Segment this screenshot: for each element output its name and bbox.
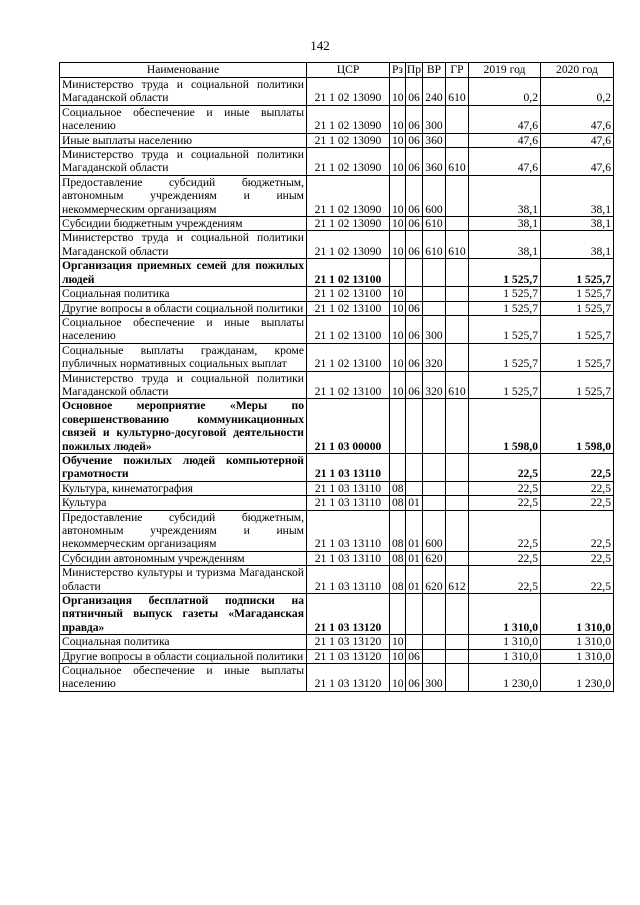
cell-rz: 10: [390, 148, 406, 176]
cell-rz: 10: [390, 175, 406, 216]
cell-vr: 600: [423, 510, 446, 551]
cell-vr: [423, 594, 446, 635]
cell-csr: 21 1 02 13090: [307, 105, 390, 133]
cell-vr: [423, 635, 446, 649]
cell-csr: 21 1 02 13090: [307, 133, 390, 147]
cell-vr: [423, 301, 446, 315]
cell-csr: 21 1 02 13090: [307, 231, 390, 259]
cell-gr: 612: [446, 566, 469, 594]
cell-2020: 1 525,7: [541, 343, 614, 371]
cell-vr: 240: [423, 78, 446, 106]
cell-rz: 10: [390, 649, 406, 663]
cell-csr: 21 1 03 13110: [307, 453, 390, 481]
cell-name: Министерство труда и социальной политики Магаданской области: [60, 371, 307, 399]
cell-rz: 08: [390, 496, 406, 510]
cell-2019: 38,1: [469, 231, 541, 259]
cell-2020: 47,6: [541, 148, 614, 176]
cell-pr: [406, 635, 423, 649]
cell-rz: [390, 259, 406, 287]
cell-name: Социальное обеспечение и иные выплаты населению: [60, 315, 307, 343]
cell-2020: 1 230,0: [541, 664, 614, 692]
table-row: [60, 175, 614, 216]
cell-name: Культура: [60, 496, 307, 510]
table-row: [60, 510, 614, 551]
table-row: [60, 148, 614, 176]
table-row: [60, 301, 614, 315]
table-row: [60, 664, 614, 692]
cell-vr: 620: [423, 566, 446, 594]
cell-rz: 08: [390, 510, 406, 551]
cell-name: Предоставление субсидий бюджетным, автономным учреждениям и иным некоммерческим организациям: [60, 175, 307, 216]
cell-2019: 1 310,0: [469, 635, 541, 649]
cell-rz: 10: [390, 371, 406, 399]
cell-2019: 47,6: [469, 148, 541, 176]
cell-vr: 600: [423, 175, 446, 216]
cell-name: Организация приемных семей для пожилых людей: [60, 259, 307, 287]
cell-vr: [423, 399, 446, 454]
cell-2020: 38,1: [541, 175, 614, 216]
cell-gr: [446, 399, 469, 454]
cell-2020: 1 525,7: [541, 315, 614, 343]
cell-csr: 21 1 03 13120: [307, 635, 390, 649]
table-row: [60, 287, 614, 301]
cell-csr: 21 1 02 13100: [307, 315, 390, 343]
cell-name: Организация бесплатной подписки на пятничный выпуск газеты «Магаданская правда»: [60, 594, 307, 635]
cell-pr: [406, 481, 423, 495]
cell-2020: 38,1: [541, 231, 614, 259]
header-gr: ГР: [446, 63, 469, 78]
cell-vr: 360: [423, 148, 446, 176]
cell-vr: [423, 259, 446, 287]
cell-name: Культура, кинематография: [60, 481, 307, 495]
table-row: [60, 551, 614, 565]
cell-rz: 10: [390, 343, 406, 371]
cell-csr: 21 1 03 13120: [307, 594, 390, 635]
cell-name: Социальная политика: [60, 287, 307, 301]
cell-vr: [423, 496, 446, 510]
cell-2019: 47,6: [469, 105, 541, 133]
cell-name: Министерство труда и социальной политики Магаданской области: [60, 148, 307, 176]
cell-csr: 21 1 03 13110: [307, 551, 390, 565]
cell-pr: 06: [406, 649, 423, 663]
table-row: [60, 259, 614, 287]
cell-name: Социальная политика: [60, 635, 307, 649]
table-row: [60, 105, 614, 133]
cell-pr: 06: [406, 664, 423, 692]
cell-2020: 1 310,0: [541, 649, 614, 663]
cell-vr: [423, 649, 446, 663]
cell-rz: 10: [390, 315, 406, 343]
cell-2019: 1 230,0: [469, 664, 541, 692]
cell-2019: 1 598,0: [469, 399, 541, 454]
cell-vr: [423, 453, 446, 481]
cell-csr: 21 1 02 13100: [307, 287, 390, 301]
table-row: [60, 231, 614, 259]
cell-pr: 06: [406, 133, 423, 147]
cell-csr: 21 1 02 13100: [307, 343, 390, 371]
cell-pr: 01: [406, 551, 423, 565]
cell-rz: 10: [390, 664, 406, 692]
cell-2019: 47,6: [469, 133, 541, 147]
cell-2020: 22,5: [541, 496, 614, 510]
header-pr: Пр: [406, 63, 422, 77]
table-row: [60, 315, 614, 343]
table-row: [60, 594, 614, 635]
cell-name: Субсидии автономным учреждениям: [60, 551, 307, 565]
page-number: 142: [310, 38, 330, 53]
table-row: [60, 496, 614, 510]
cell-vr: 300: [423, 105, 446, 133]
table-row: [60, 343, 614, 371]
cell-2019: 1 525,7: [469, 287, 541, 301]
cell-csr: 21 1 02 13100: [307, 301, 390, 315]
cell-2019: 1 525,7: [469, 259, 541, 287]
cell-2019: 22,5: [469, 566, 541, 594]
cell-rz: [390, 594, 406, 635]
cell-rz: 10: [390, 287, 406, 301]
cell-2019: 22,5: [469, 496, 541, 510]
cell-pr: 06: [406, 371, 423, 399]
cell-name: Министерство культуры и туризма Магаданской области: [60, 566, 307, 594]
header-vr: ВР: [423, 63, 446, 78]
cell-vr: 300: [423, 315, 446, 343]
cell-pr: 06: [406, 315, 423, 343]
cell-2020: 22,5: [541, 481, 614, 495]
cell-2020: 1 525,7: [541, 371, 614, 399]
cell-pr: [406, 594, 423, 635]
cell-2020: 22,5: [541, 510, 614, 551]
cell-name: Социальные выплаты гражданам, кроме публичных нормативных социальных выплат: [60, 343, 307, 371]
header-2019: 2019 год: [469, 63, 541, 78]
cell-vr: 320: [423, 371, 446, 399]
cell-gr: [446, 105, 469, 133]
cell-2019: 22,5: [469, 510, 541, 551]
cell-pr: 06: [406, 148, 423, 176]
cell-gr: [446, 664, 469, 692]
cell-2020: 22,5: [541, 453, 614, 481]
cell-rz: 10: [390, 635, 406, 649]
cell-csr: 21 1 03 13110: [307, 481, 390, 495]
cell-2020: 0,2: [541, 78, 614, 106]
cell-gr: [446, 481, 469, 495]
cell-2019: 22,5: [469, 481, 541, 495]
cell-name: Иные выплаты населению: [60, 133, 307, 147]
table-row: [60, 635, 614, 649]
cell-name: Социальное обеспечение и иные выплаты населению: [60, 105, 307, 133]
cell-csr: 21 1 02 13090: [307, 175, 390, 216]
cell-csr: 21 1 03 13110: [307, 566, 390, 594]
cell-pr: [406, 287, 423, 301]
cell-gr: 610: [446, 78, 469, 106]
cell-pr: 01: [406, 566, 423, 594]
header-csr: ЦСР: [307, 63, 390, 78]
cell-rz: 08: [390, 551, 406, 565]
cell-rz: [390, 399, 406, 454]
cell-pr: 01: [406, 510, 423, 551]
cell-gr: [446, 496, 469, 510]
cell-gr: 610: [446, 371, 469, 399]
cell-2019: 22,5: [469, 551, 541, 565]
table-row: [60, 453, 614, 481]
cell-2020: 1 310,0: [541, 635, 614, 649]
cell-2019: 22,5: [469, 453, 541, 481]
cell-2020: 1 525,7: [541, 259, 614, 287]
cell-gr: 610: [446, 148, 469, 176]
cell-gr: [446, 551, 469, 565]
cell-pr: [406, 259, 423, 287]
cell-2019: 1 525,7: [469, 301, 541, 315]
cell-vr: 300: [423, 664, 446, 692]
cell-gr: [446, 259, 469, 287]
cell-csr: 21 1 02 13100: [307, 371, 390, 399]
cell-pr: 06: [406, 105, 423, 133]
cell-vr: [423, 287, 446, 301]
cell-2020: 22,5: [541, 551, 614, 565]
cell-vr: 620: [423, 551, 446, 565]
table-row: [60, 371, 614, 399]
cell-2019: 1 525,7: [469, 371, 541, 399]
cell-rz: 10: [390, 301, 406, 315]
cell-vr: 610: [423, 217, 446, 231]
cell-name: Обучение пожилых людей компьютерной грамотности: [60, 453, 307, 481]
cell-vr: 360: [423, 133, 446, 147]
table-row: [60, 133, 614, 147]
cell-csr: 21 1 02 13090: [307, 217, 390, 231]
cell-gr: [446, 133, 469, 147]
cell-gr: [446, 287, 469, 301]
cell-2020: 1 598,0: [541, 399, 614, 454]
cell-rz: 10: [390, 133, 406, 147]
table-row: [60, 566, 614, 594]
cell-vr: 610: [423, 231, 446, 259]
cell-name: Основное мероприятие «Меры по совершенствованию коммуникационных связей и культурно-досуговой деятельности пожилых людей»: [60, 399, 307, 454]
cell-rz: 08: [390, 481, 406, 495]
cell-gr: [446, 453, 469, 481]
table-header-row: [60, 63, 614, 78]
table-row: [60, 481, 614, 495]
cell-pr: [406, 453, 423, 481]
header-2020: 2020 год: [541, 63, 614, 78]
cell-2019: 0,2: [469, 78, 541, 106]
cell-2020: 1 310,0: [541, 594, 614, 635]
cell-name: Социальное обеспечение и иные выплаты населению: [60, 664, 307, 692]
cell-2019: 1 525,7: [469, 315, 541, 343]
cell-gr: [446, 635, 469, 649]
cell-gr: [446, 217, 469, 231]
cell-name: Другие вопросы в области социальной политики: [60, 649, 307, 663]
table-row: [60, 649, 614, 663]
cell-pr: 06: [406, 217, 423, 231]
table-body: [60, 78, 614, 692]
cell-pr: [406, 399, 423, 454]
cell-csr: 21 1 03 13120: [307, 649, 390, 663]
cell-csr: 21 1 03 13110: [307, 496, 390, 510]
cell-2020: 1 525,7: [541, 287, 614, 301]
cell-rz: 08: [390, 566, 406, 594]
cell-2019: 1 310,0: [469, 594, 541, 635]
cell-rz: 10: [390, 231, 406, 259]
cell-csr: 21 1 03 13110: [307, 510, 390, 551]
cell-rz: 10: [390, 78, 406, 106]
cell-csr: 21 1 02 13090: [307, 78, 390, 106]
cell-gr: [446, 594, 469, 635]
cell-name: Министерство труда и социальной политики Магаданской области: [60, 78, 307, 106]
cell-gr: [446, 343, 469, 371]
cell-2020: 38,1: [541, 217, 614, 231]
table-row: [60, 217, 614, 231]
cell-pr: 06: [406, 301, 423, 315]
cell-name: Другие вопросы в области социальной политики: [60, 301, 307, 315]
cell-rz: [390, 453, 406, 481]
cell-2020: 22,5: [541, 566, 614, 594]
cell-pr: 06: [406, 343, 423, 371]
cell-name: Министерство труда и социальной политики Магаданской области: [60, 231, 307, 259]
cell-gr: [446, 175, 469, 216]
cell-name: Предоставление субсидий бюджетным, автономным учреждениям и иным некоммерческим организациям: [60, 510, 307, 551]
cell-vr: 320: [423, 343, 446, 371]
cell-csr: 21 1 03 00000: [307, 399, 390, 454]
cell-gr: [446, 315, 469, 343]
cell-rz: 10: [390, 217, 406, 231]
cell-2020: 47,6: [541, 105, 614, 133]
cell-gr: 610: [446, 231, 469, 259]
cell-pr: 06: [406, 231, 423, 259]
cell-pr: 01: [406, 496, 423, 510]
cell-name: Субсидии бюджетным учреждениям: [60, 217, 307, 231]
cell-csr: 21 1 02 13100: [307, 259, 390, 287]
cell-2019: 1 525,7: [469, 343, 541, 371]
header-name: Наименование: [60, 63, 307, 78]
cell-2020: 1 525,7: [541, 301, 614, 315]
cell-2019: 1 310,0: [469, 649, 541, 663]
table-row: [60, 78, 614, 106]
header-rz: Рз: [390, 63, 406, 78]
cell-gr: [446, 301, 469, 315]
cell-gr: [446, 649, 469, 663]
cell-pr: 06: [406, 78, 423, 106]
cell-pr: 06: [406, 175, 423, 216]
cell-2020: 47,6: [541, 133, 614, 147]
cell-vr: [423, 481, 446, 495]
cell-2019: 38,1: [469, 175, 541, 216]
table-row: [60, 399, 614, 454]
cell-gr: [446, 510, 469, 551]
budget-table: [59, 62, 614, 692]
cell-rz: 10: [390, 105, 406, 133]
cell-csr: 21 1 03 13120: [307, 664, 390, 692]
cell-csr: 21 1 02 13090: [307, 148, 390, 176]
cell-2019: 38,1: [469, 217, 541, 231]
